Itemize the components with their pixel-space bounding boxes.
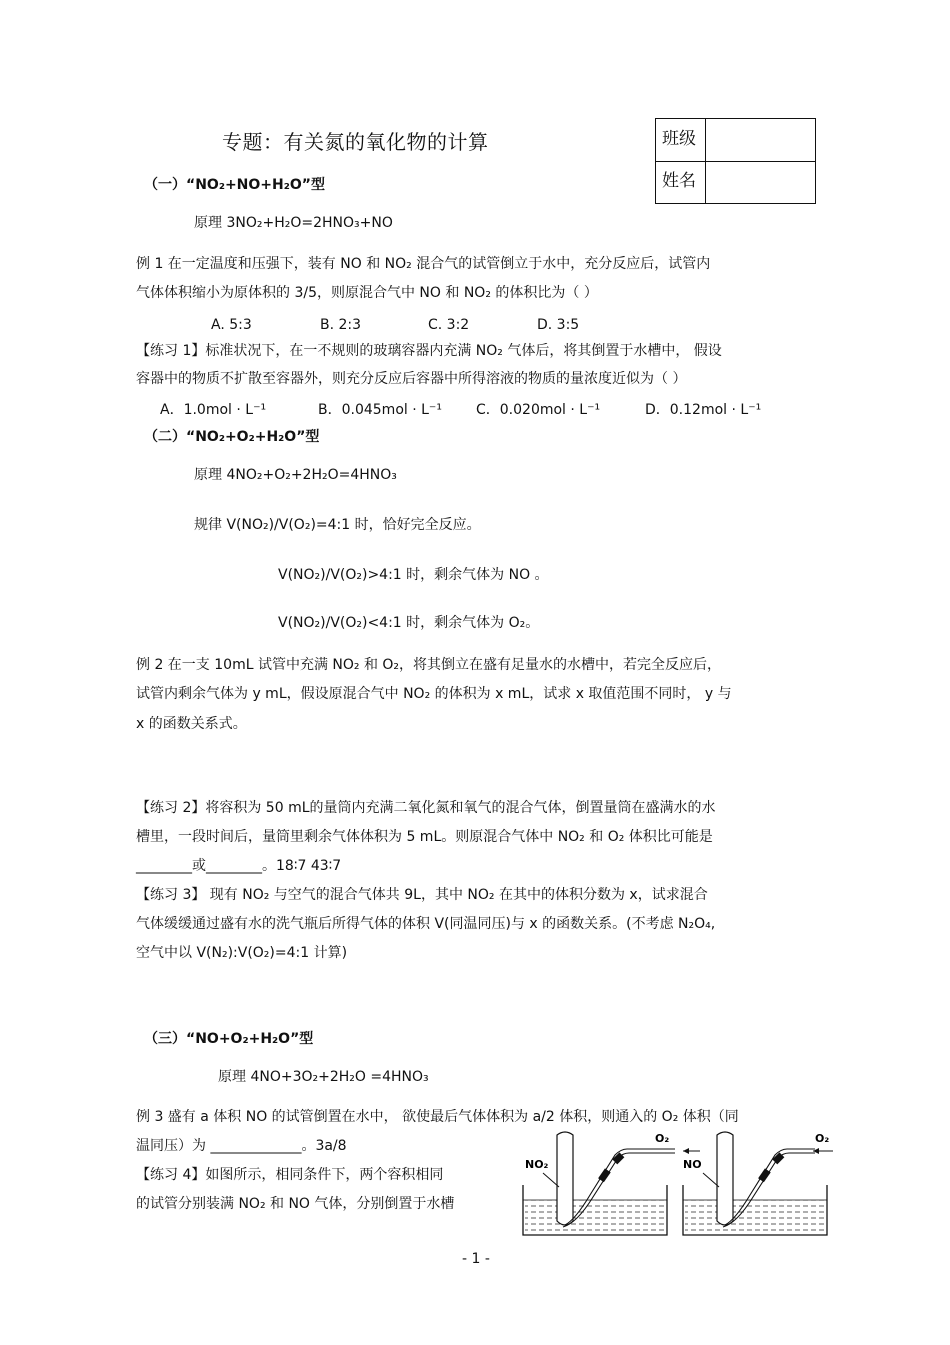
left-gas-label: NO₂ [525,1158,549,1171]
practice-3-line-1: 【练习 3】 现有 NO₂ 与空气的混合气体共 9L，其中 NO₂ 在其中的体积分数为 x，试求混合 [136,887,708,903]
example-1-option-c: C. 3:2 [428,317,470,333]
example-2-line-2: 试管内剩余气体为 y mL，假设原混合气中 NO₂ 的体积为 x mL，试求 x 取值范围不同时， y 与 [136,686,732,702]
section-2-rule-3: V(NO₂)/V(O₂)<4:1 时，剩余气体为 O₂。 [278,615,540,631]
page-title: 专题：有关氮的氧化物的计算 [222,130,489,154]
practice-4-line-1: 【练习 4】如图所示，相同条件下，两个容积相同 [136,1167,444,1183]
box-divider [705,119,706,203]
example-1-line-2: 气体体积缩小为原体积的 3/5，则原混合气中 NO 和 NO₂ 的体积比为（ ） [136,285,598,301]
practice-1-option-b: B．0.045mol · L⁻¹ [318,402,442,418]
section-2-heading: （二）“NO₂+O₂+H₂O”型 [144,429,320,445]
practice-1-option-d: D．0.12mol · L⁻¹ [645,402,762,418]
practice-3-line-2: 气体缓缓通过盛有水的洗气瓶后所得气体的体积 V(同温同压)与 x 的函数关系。(不考虑 N₂O₄, [136,916,716,932]
right-apparatus [683,1132,833,1235]
section-3-principle: 原理 4NO+3O₂+2H₂O =4HNO₃ [218,1069,429,1085]
right-inlet-label: O₂ [815,1132,830,1145]
practice-1-line-2: 容器中的物质不扩散至容器外，则充分反应后容器中所得溶液的物质的量浓度近似为（ ） [136,371,687,387]
practice-1-option-c: C．0.020mol · L⁻¹ [476,402,601,418]
section-2-principle: 原理 4NO₂+O₂+2H₂O=4HNO₃ [194,467,397,483]
class-label: 班级 [662,129,696,149]
class-row [656,119,815,162]
section-3-heading: （三）“NO+O₂+H₂O”型 [144,1031,314,1047]
section-2-rule-2: V(NO₂)/V(O₂)>4:1 时，剩余气体为 NO 。 [278,567,549,583]
example-3-line-1: 例 3 盛有 a 体积 NO 的试管倒置在水中， 欲使最后气体体积为 a/2 体积，则通入的 O₂ 体积（同 [136,1109,739,1125]
section-2-rule-1: 规律 V(NO₂)/V(O₂)=4:1 时，恰好完全反应。 [194,517,481,533]
practice-4-line-2: 的试管分别装满 NO₂ 和 NO 气体，分别倒置于水槽 [136,1196,455,1212]
practice-3-line-3: 空气中以 V(N₂):V(O₂)=4:1 计算) [136,945,348,961]
example-3-line-2: 温同压）为 _____________。3a/8 [136,1138,347,1154]
example-1-option-b: B. 2:3 [320,317,362,333]
practice-2-line-2: 槽里，一段时间后，量筒里剩余气体体积为 5 mL。则原混合气体中 NO₂ 和 O₂ 体积比可能是 [136,829,713,845]
practice-1-option-a: A．1.0mol · L⁻¹ [160,402,267,418]
practice-2-line-3: ________或________。18∶7 43∶7 [136,858,342,874]
example-2-line-3: x 的函数关系式。 [136,716,247,732]
section-1-principle: 原理 3NO₂+H₂O=2HNO₃+NO [194,215,393,231]
page-number: - 1 - [462,1251,490,1267]
right-gas-label: NO [683,1158,702,1171]
left-inlet-label: O₂ [655,1132,670,1145]
name-label: 姓名 [662,171,696,191]
example-1-option-a: A. 5:3 [211,317,252,333]
practice-2-line-1: 【练习 2】将容积为 50 mL的量筒内充满二氧化氮和氧气的混合气体，倒置量筒在盛满水的水 [136,800,716,816]
left-apparatus [523,1132,700,1235]
section-1-heading: （一）“NO₂+NO+H₂O”型 [144,177,325,193]
class-name-box [655,118,816,204]
example-2-line-1: 例 2 在一支 10mL 试管中充满 NO₂ 和 O₂，将其倒立在盛有足量水的水槽中，若完全反应后， [136,657,722,673]
example-1-option-d: D. 3:5 [537,317,580,333]
apparatus-figure [515,1125,840,1240]
practice-1-line-1: 【练习 1】标准状况下，在一不规则的玻璃容器内充满 NO₂ 气体后，将其倒置于水槽中， 假设 [136,343,722,359]
name-row [656,161,815,203]
example-1-line-1: 例 1 在一定温度和压强下，装有 NO 和 NO₂ 混合气的试管倒立于水中，充分反应后，试管内 [136,256,711,272]
